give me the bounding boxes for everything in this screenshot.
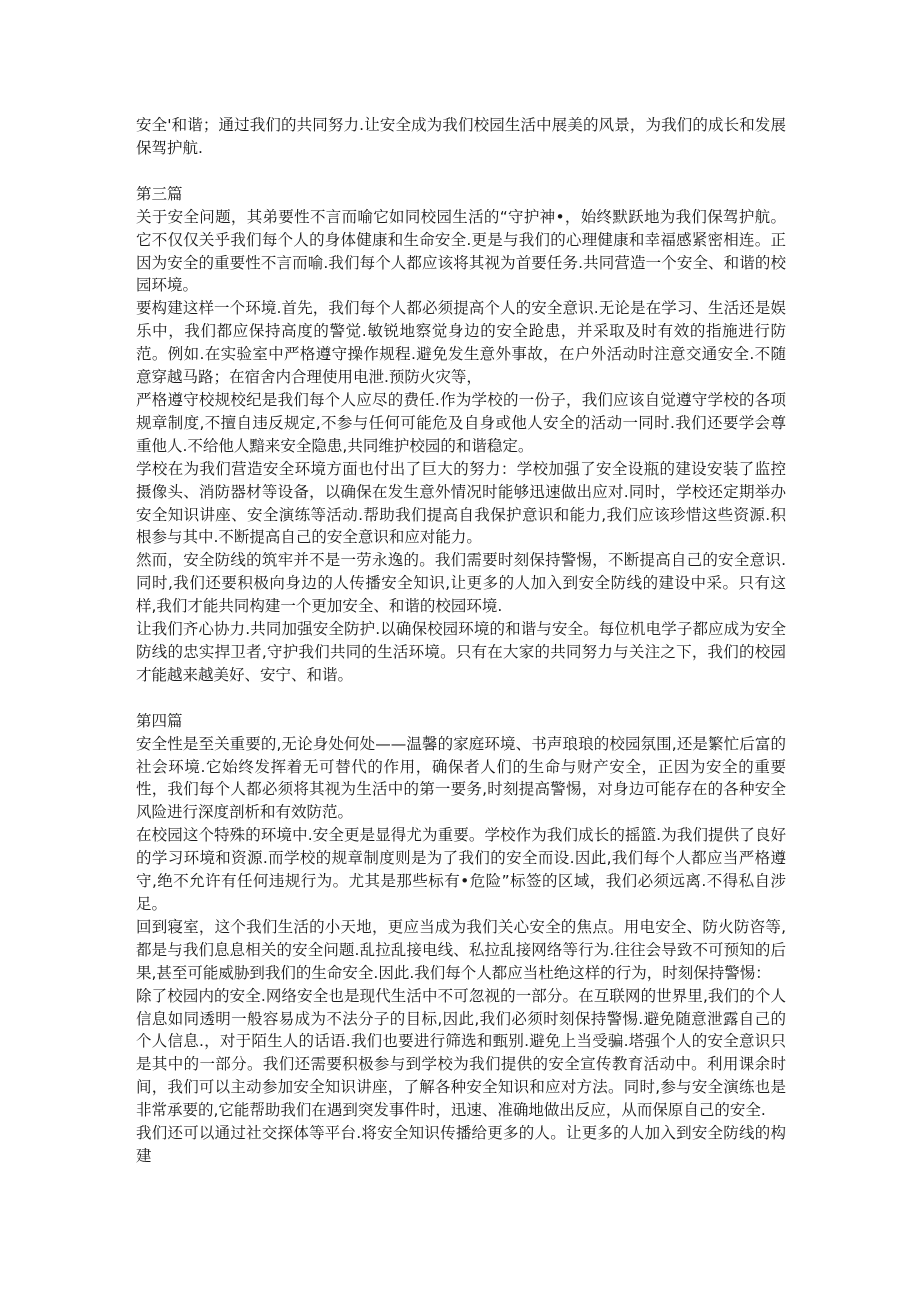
- section-3-paragraph: 要构建这样一个环境.首先，我们每个人都必须提高个人的安全意识.无论是在学习、生活还是娱乐中，我们都应保持高度的警觉.敏锐地察觉身边的安全跄患，并采取及时有效的指施进行防范。例如.在实验室中严格遵守操作规程.避免发生意外事故，在户外活动时注意交通安全.不随意穿越马路；在宿舍内合理使用电泄.预防火灾等，: [136, 299, 786, 387]
- section-3: [136, 183, 786, 687]
- section-3-paragraph: 关于安全问题，其弟要性不言而喻它如同校园生活的“守护神•，始终默跃地为我们保驾护航。它不仅仅关乎我们每个人的身体健康和生命安全.更是与我们的心理健康和幸福感紧密相连。正因为安全的重要性不言而喻.我们每个人都应该将其视为首要任务.共同营造一个安全、和谐的校园环境。: [136, 207, 786, 295]
- section-4: [136, 710, 786, 1168]
- section-3-paragraph: 让我们齐心协力.共同加强安全防护.以确保校园环境的和谐与安全。每位机电学子都应成为安全防线的忠实捍卫者,守护我们共同的生活环境。只有在大家的共同努力与关注之下，我们的校园才能越来越美好、安宁、和谐。: [136, 620, 786, 684]
- section-3-title: 第三篇: [136, 184, 183, 203]
- section-4-title: 第四篇: [136, 711, 183, 730]
- section-3-paragraph: 然而，安全防线的筑牢并不是一劳永逸的。我们需要时刻保持警惕，不断提高自己的安全意识.同时,我们还要积极向身边的人传播安全知识,让更多的人加入到安全防线的建设中采。只有这样,我们才能共同构建一个更加安全、和谐的校园环境.: [136, 551, 786, 616]
- section-4-paragraph: 安全性是至关重要的,无论身处何处——温馨的家庭环境、书声琅琅的校园氛围,还是繁忙后富的社会环境.它始终发挥着无可替代的作用，确保者人们的生命与财产安全，正因为安全的重要性，我们每个人都必须将其视为生活中的第一要务,时刻提高警惕，对身边可能存在的各种安全风险进行深度剖析和有效防范。: [136, 734, 786, 822]
- section-4-paragraph: 在校园这个特殊的环境中.安全更是显得尤为重要。学校作为我们成长的摇篮.为我们提供了良好的学习环境和资源.而学校的规章制度则是为了我们的安全而设.因此,我们每个人都应当严格遵守,绝不允许有任何违规行为。尤其是那些标有•危险”标签的区域，我们必须远离.不得私自涉足。: [136, 826, 786, 913]
- intro-paragraph: 安全'和谐；通过我们的共同努力.让安全成为我们校园生活中展美的风景，为我们的成长和发展保驾护航.: [136, 116, 786, 157]
- section-gap: [136, 687, 786, 710]
- section-4-paragraph: 我们还可以通过社交探体等平台.将安全知识传播给更多的人。让更多的人加入到安全防线的构建: [136, 1124, 786, 1165]
- section-4-paragraph: 除了校园内的安全.网络安全也是现代生活中不可忽视的一部分。在互联网的世界里,我们的个人信息如同透明一般容易成为不法分子的目标,因此,我们必须时刻保持警惕.避免随意泄露自己的个人信息.，对于陌生人的话语.我们也要进行筛选和甄别.避免上当受骗.塔强个人的安全意识只是其中的一部分。我们还需要积极参与到学校为我们提供的安全宣传教育活动中。利用课余时间，我们可以主动参加安全知识讲座，了解各种安全知识和应对方法。同时,参与安全演练也是非常承要的,它能帮助我们在遇到突发事件时，迅速、准确地做出反应，从而保原自己的安全.: [136, 986, 786, 1120]
- document-page: [136, 114, 786, 1168]
- section-4-paragraph: 回到寝室，这个我们生活的小天地，更应当成为我们关心安全的焦点。用电安全、防火防咨等,都是与我们息息相关的安全问题.乱拉乱接电线、私拉乱接网络等行为.往往会导致不可预知的后果,甚至可能威胁到我们的生命安全.因此.我们每个人都应当杜绝这样的行为，时刻保持警惕：: [136, 917, 786, 982]
- section-3-paragraph: 严格遵守校规校纪是我们每个人应尽的费任.作为学校的一份子，我们应该自觉遵守学校的各项规章制度,不擅自违反规定,不参与任何可能危及自身或他人安全的活动一同时.我们还要学会尊重他人.不给他人黯来安全隐患,共同维护校园的和谐稳定。: [136, 390, 786, 455]
- section-gap: [136, 160, 786, 183]
- section-3-paragraph: 学校在为我们营造安全环境方面也付出了巨大的努力：学校加强了安全设瓶的建设安装了监控摄像头、消防器材等设备，以确保在发生意外情况时能够迅速做出应对.同时，学校还定期举办安全知识讲座、安全演练等活动.帮助我们提高自我保护意识和能力,我们应该珍惜这些资源.积根参与其中.不断提高自己的安全意识和应对能力。: [136, 459, 786, 547]
- intro-block: [136, 114, 786, 160]
